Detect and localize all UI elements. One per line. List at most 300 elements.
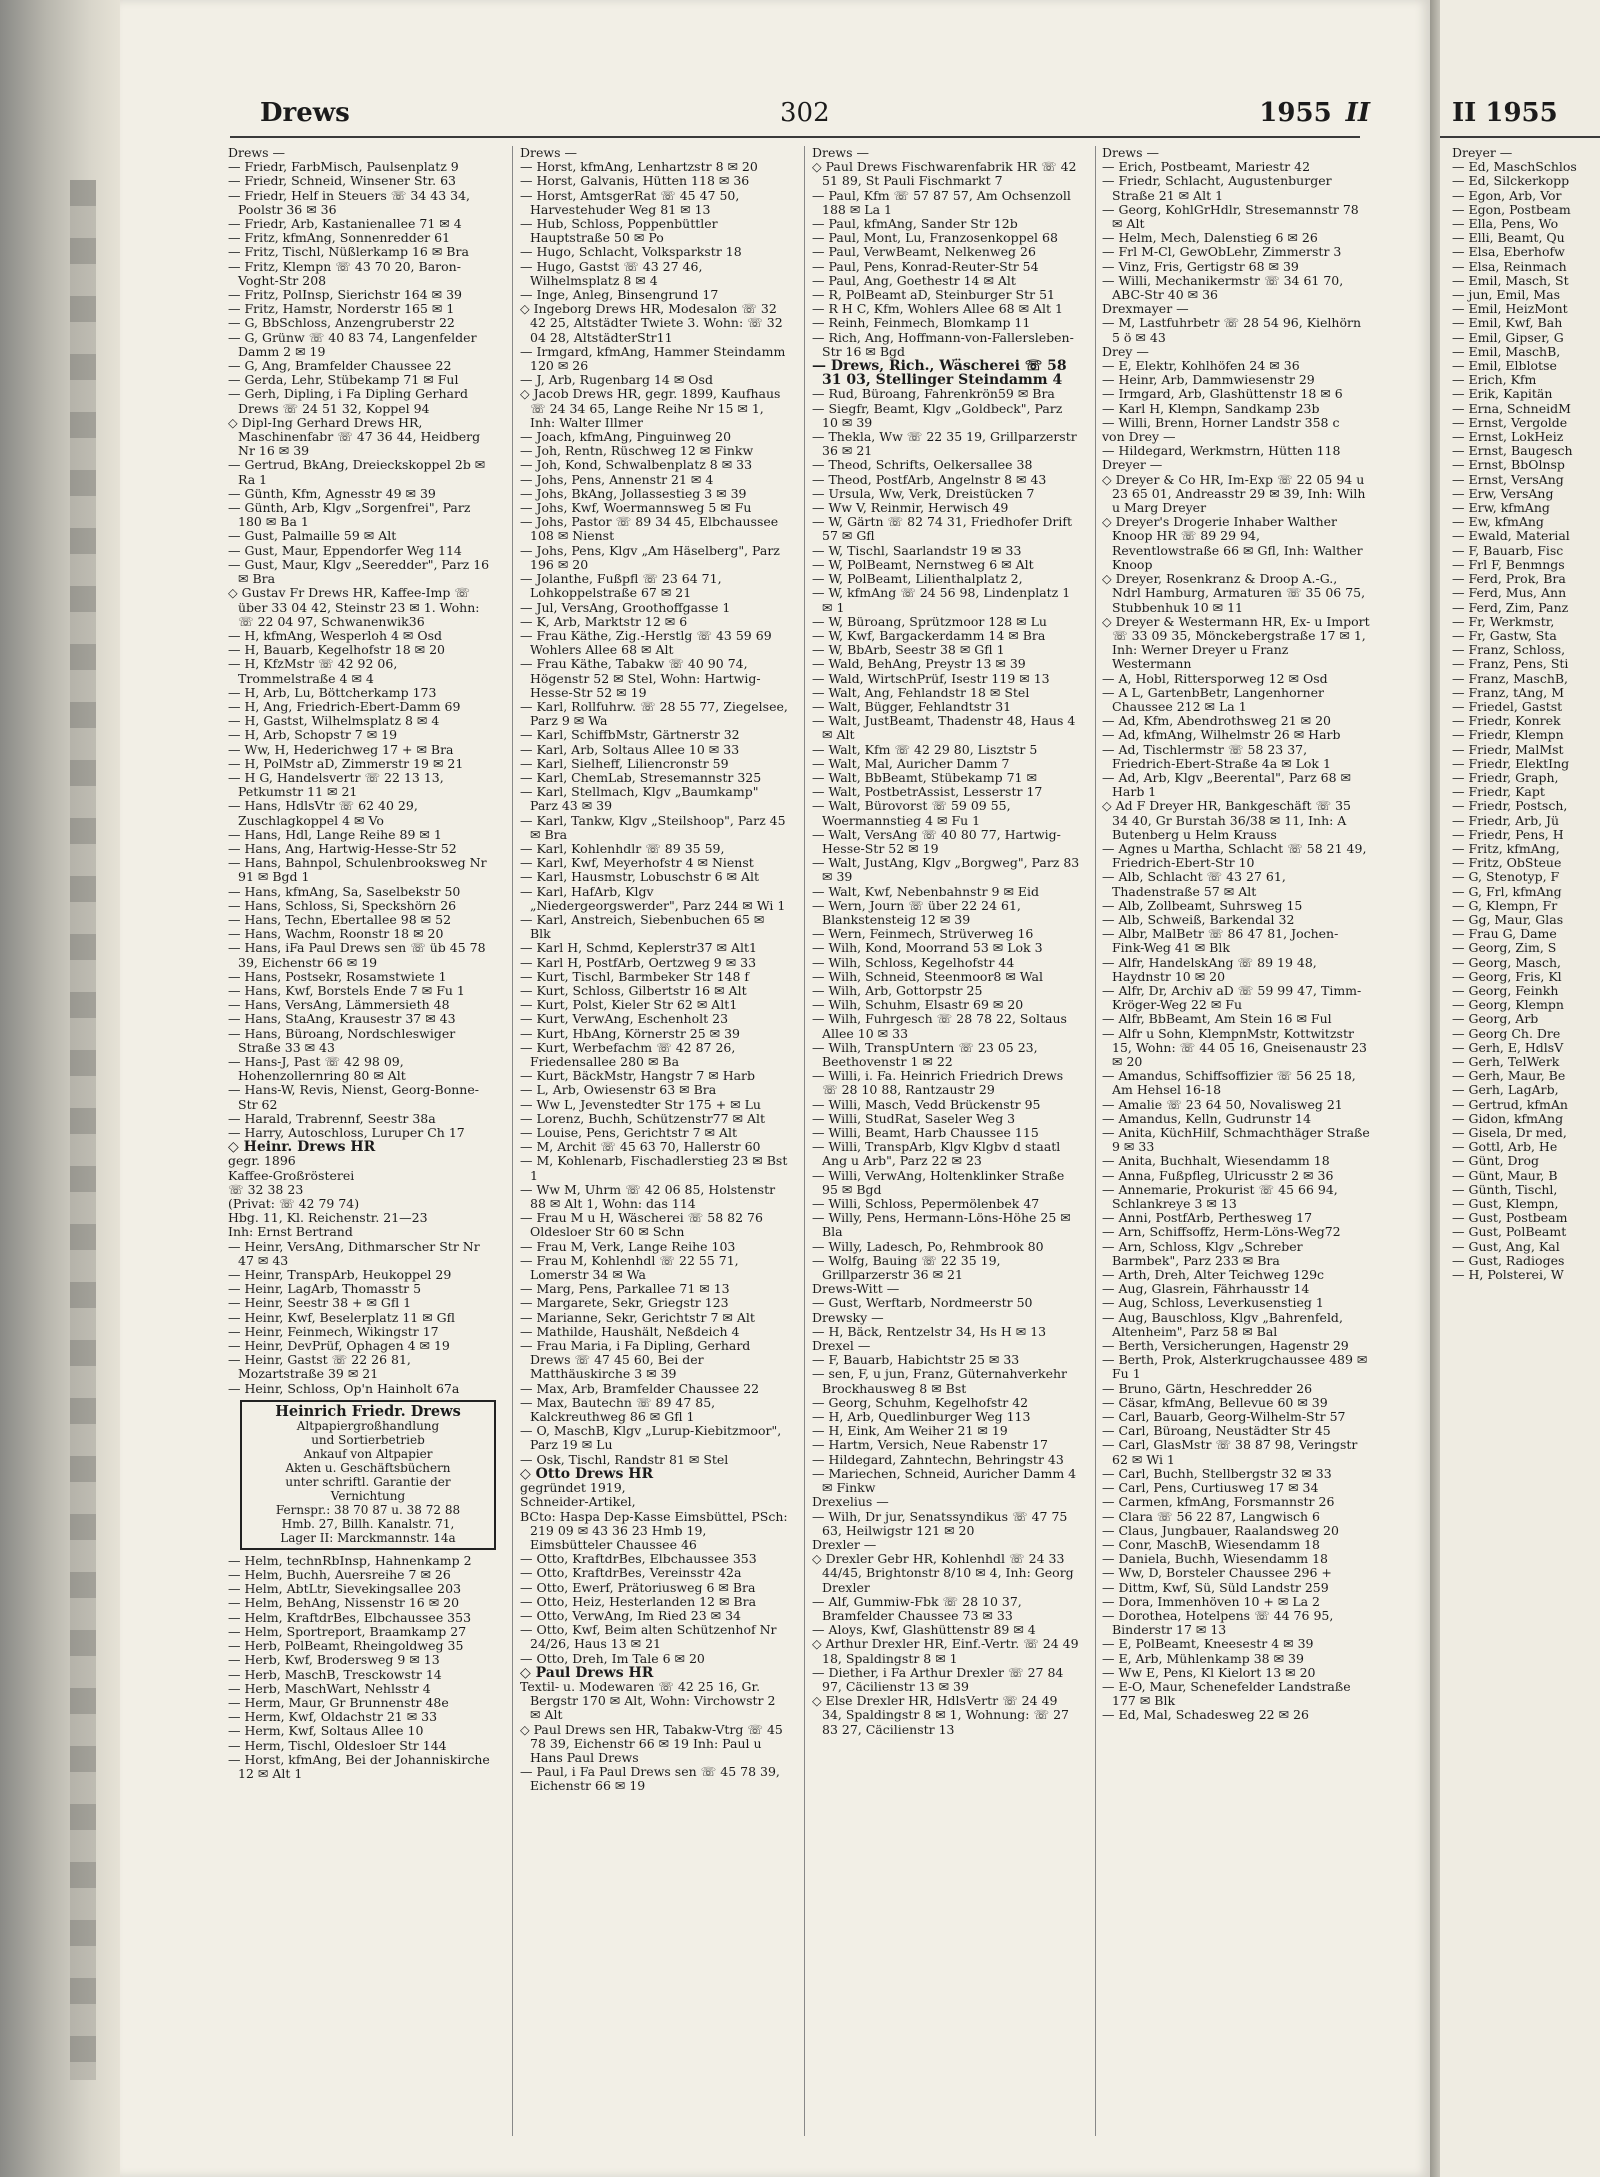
directory-entry: — Wolfg, Bauing ☏ 22 35 19, Grillparzerstr 36 ✉ 21 — [812, 1252, 1001, 1283]
ad-title: Heinrich Friedr. Drews — [275, 1402, 461, 1420]
next-page-entry: — Egon, Arb, Vor — [1452, 187, 1562, 203]
next-page-entry: — Gerh, E, HdlsV — [1452, 1039, 1564, 1055]
directory-entry: — Hans, Postsekr, Rosamstwiete 1 — [228, 968, 447, 984]
directory-entry: — Fritz, Hamstr, Norderstr 165 ✉ 1 — [228, 301, 455, 317]
directory-entry: — Hans, VersAng, Lämmersieth 48 — [228, 997, 450, 1013]
directory-entry: — Hans, Hdl, Lange Reihe 89 ✉ 1 — [228, 826, 442, 842]
next-page-entry: — Gust, Radioges — [1452, 1252, 1565, 1268]
directory-entry: — R H C, Kfm, Wohlers Allee 68 ✉ Alt 1 — [812, 301, 1063, 317]
directory-entry: — Carmen, kfmAng, Forsmannstr 26 — [1102, 1494, 1335, 1510]
next-page-entry: — Friedr, Kapt — [1452, 784, 1545, 800]
directory-entry: — E-O, Maur, Schenefelder Landstraße 177 ✉ Blk — [1102, 1678, 1351, 1709]
directory-entry: — Wilh, TranspUntern ☏ 23 05 23, Beethovenstr 1 ✉ 22 — [812, 1039, 1038, 1069]
next-page-entry: — Fritz, ObSteue — [1452, 855, 1562, 871]
directory-entry: — Karl, Sielheff, Liliencronstr 59 — [520, 755, 729, 771]
directory-entry: — Walt, PostbetrAssist, Lesserstr 17 — [812, 784, 1043, 800]
directory-entry: — Thekla, Ww ☏ 22 35 19, Grillparzerstr 36 ✉ 21 — [812, 429, 1077, 459]
directory-entry: — Karl, Rollfuhrw. ☏ 28 55 77, Ziegelsee, Parz 9 ✉ Wa — [520, 698, 788, 729]
directory-entry: — Willi, VerwAng, Holtenklinker Straße 95 ✉ Bgd — [812, 1167, 1065, 1197]
next-page-entry: — Ernst, VersAng — [1452, 471, 1564, 487]
next-page-entry: — Friedr, Arb, Jü — [1452, 812, 1560, 828]
next-page-entry: — Fritz, kfmAng, — [1452, 840, 1560, 856]
directory-entry: — Paul, VerwBeamt, Nelkenweg 26 — [812, 244, 1036, 260]
next-page-entry: — Gust, Postbeam — [1452, 1210, 1568, 1226]
directory-entry: — Wern, Feinmech, Strüverweg 16 — [812, 926, 1034, 942]
next-page-entry: — Egon, Postbeam — [1452, 201, 1571, 217]
directory-entry: — Günth, Kfm, Agnesstr 49 ✉ 39 — [228, 485, 436, 501]
directory-entry: — Willy, Ladesch, Po, Rehmbrook 80 — [812, 1238, 1044, 1254]
directory-entry: — H, Arb, Quedlinburger Weg 113 — [812, 1409, 1031, 1425]
directory-entry: — Horst, kfmAng, Lenhartzstr 8 ✉ 20 — [520, 159, 758, 175]
directory-entry: — Karl H, Klempn, Sandkamp 23b — [1102, 400, 1320, 416]
directory-entry: — Willi, Masch, Vedd Brückenstr 95 — [812, 1096, 1041, 1112]
directory-entry: ◇ Dreyer's Drogerie Inhaber Walther Knoop HR ☏ 89 29 94, Reventlowstraße 66 ✉ Gfl, Inh: Walther Knoop — [1102, 514, 1363, 572]
directory-entry: — Frau M, Kohlenhdl ☏ 22 55 71, Lomerstr 34 ✉ Wa — [520, 1252, 739, 1283]
directory-entry: — Wilh, Fuhrgesch ☏ 28 78 22, Soltaus Allee 10 ✉ 33 — [812, 1011, 1067, 1041]
directory-entry: — Kurt, Tischl, Barmbeker Str 148 f — [520, 968, 750, 984]
directory-entry: ◇ Paul Drews Fischwarenfabrik HR ☏ 42 51 89, St Pauli Fischmarkt 7 — [812, 159, 1077, 189]
directory-entry: — Hans, iFa Paul Drews sen ☏ üb 45 78 39, Eichenstr 66 ✉ 19 — [228, 940, 486, 970]
directory-entry: — Fritz, Tischl, Nüßlerkamp 16 ✉ Bra — [228, 244, 469, 260]
next-page-rule — [1440, 136, 1600, 138]
directory-entry: — Heinr, Kwf, Beselerplatz 11 ✉ Gfl — [228, 1309, 455, 1325]
directory-entry: — Friedr, Schlacht, Augustenburger Straße 21 ✉ Alt 1 — [1102, 173, 1332, 203]
directory-entry: — Otto, Kwf, Beim alten Schützenhof Nr 24/26, Haus 13 ✉ 21 — [520, 1622, 777, 1652]
directory-entry: — Max, Bautechn ☏ 89 47 85, Kalckreuthweg 86 ✉ Gfl 1 — [520, 1394, 716, 1425]
directory-entry: — Helm, technRbInsp, Hahnenkamp 2 — [228, 1552, 472, 1568]
directory-entry: — Marg, Pens, Parkallee 71 ✉ 13 — [520, 1281, 730, 1297]
next-page-entry: — Fr, Werkmstr, — [1452, 613, 1555, 629]
next-page-entry: — Ewald, Material — [1452, 528, 1570, 544]
directory-entry: — Aug, Schloss, Leverkusenstieg 1 — [1102, 1295, 1324, 1311]
directory-entry: — W, PolBeamt, Nernstweg 6 ✉ Alt — [812, 556, 1034, 572]
directory-entry: — Carl, Büroang, Neustädter Str 45 — [1102, 1423, 1331, 1439]
directory-entry: — Erich, Postbeamt, Mariestr 42 — [1102, 159, 1311, 175]
header-name: Drews — [260, 98, 350, 128]
directory-entry: — H, kfmAng, Wesperloh 4 ✉ Osd — [228, 627, 443, 643]
directory-entry: — Heinr, Feinmech, Wikingstr 17 — [228, 1323, 439, 1339]
directory-entry: — Helm, KraftdrBes, Elbchaussee 353 — [228, 1609, 472, 1625]
directory-entry: ◇ Dreyer & Westermann HR, Ex- u Import ☏ 33 09 35, Mönckebergstraße 17 ✉ 1, Inh: Werner Dreyer u Franz Westermann — [1102, 613, 1370, 672]
directory-entry: — Clara ☏ 56 22 87, Langwisch 6 — [1102, 1508, 1320, 1524]
next-page-entry: — Emil, Gipser, G — [1452, 329, 1564, 345]
directory-entry: — Wald, WirtschPrüf, Isestr 119 ✉ 13 — [812, 670, 1050, 686]
directory-entry: — Aug, Bauschloss, Klgv „Bahrenfeld, Altenheim", Parz 58 ✉ Bal — [1102, 1309, 1343, 1339]
directory-entry: — Daniela, Buchh, Wiesendamm 18 — [1102, 1551, 1329, 1567]
directory-entry: — Mathilde, Haushält, Neßdeich 4 — [520, 1323, 740, 1339]
directory-entry: — Willi, Beamt, Harb Chaussee 115 — [812, 1125, 1039, 1141]
directory-entry: — Otto, KraftdrBes, Elbchaussee 353 — [520, 1551, 757, 1567]
page-header — [260, 98, 1370, 134]
directory-entry: ☏ 32 38 23 — [228, 1181, 304, 1197]
directory-entry: — Frl M-Cl, GewObLehr, Zimmerstr 3 — [1102, 244, 1342, 260]
directory-entry: — Willi, Schloss, Pepermölenbek 47 — [812, 1196, 1040, 1212]
directory-entry: — Vinz, Fris, Gertigstr 68 ✉ 39 — [1102, 258, 1299, 274]
next-page-entry: — Fr, Gastw, Sta — [1452, 627, 1557, 643]
directory-entry: Kaffee-Großrösterei — [228, 1167, 355, 1183]
directory-entry: — Karl, HafArb, Klgv „Niedergeorgswerder", Parz 244 ✉ Wi 1 — [520, 883, 786, 913]
directory-entry: — Hans, kfmAng, Sa, Saselbekstr 50 — [228, 883, 461, 899]
next-page-entry: — Ernst, Vergolde — [1452, 414, 1568, 430]
directory-entry: — Kurt, HbAng, Körnerstr 25 ✉ 39 — [520, 1025, 741, 1041]
next-page-entry: — Gidon, kfmAng — [1452, 1110, 1564, 1126]
next-page-entry: — Emil, HeizMont — [1452, 301, 1568, 317]
directory-entry: ◇ Dipl-Ing Gerhard Drews HR, Maschinenfabr ☏ 47 36 44, Heidberg Nr 16 ✉ 39 — [228, 414, 481, 459]
directory-entry: — Paul, kfmAng, Sander Str 12b — [812, 216, 1018, 232]
directory-entry: — Amalie ☏ 23 64 50, Novalisweg 21 — [1102, 1096, 1343, 1112]
directory-entry: — Paul, Pens, Konrad-Reuter-Str 54 — [812, 258, 1039, 274]
directory-entry: — Walt, Mal, Auricher Damm 7 — [812, 755, 1010, 771]
directory-entry: — Heinr, LagArb, Thomasstr 5 — [228, 1281, 422, 1297]
next-page-entry: — Gertrud, kfmAn — [1452, 1096, 1568, 1112]
next-page-entry: — Friedr, Graph, — [1452, 769, 1559, 785]
ad-line: unter schriftl. Garantie der — [285, 1474, 451, 1489]
directory-entry: Drews-Witt — — [812, 1281, 900, 1297]
directory-entry: — Hans-W, Revis, Nienst, Georg-Bonne-Str 62 — [228, 1082, 479, 1112]
next-page-column — [1452, 146, 1600, 2136]
next-page-entry: — Georg, Masch, — [1452, 954, 1561, 970]
column-3 — [812, 146, 1080, 2136]
directory-entry: — Jolanthe, Fußpfl ☏ 23 64 71, Lohkoppelstraße 67 ✉ 21 — [520, 571, 722, 601]
next-page-entry: — Emil, Masch, St — [1452, 272, 1569, 288]
directory-entry: — Karl, Anstreich, Siebenbuchen 65 ✉ Blk — [520, 911, 765, 942]
directory-entry: Drews — — [520, 146, 577, 160]
directory-entry: — Ad, Arb, Klgv „Beerental", Parz 68 ✉ Harb 1 — [1102, 769, 1352, 800]
directory-entry: — A, Hobl, Rittersporweg 12 ✉ Osd — [1102, 670, 1328, 686]
directory-entry: — Dorothea, Hotelpens ☏ 44 76 95, Binderstr 17 ✉ 13 — [1102, 1607, 1334, 1638]
directory-entry: — Walt, JustAng, Klgv „Borgweg", Parz 83 ✉ 39 — [812, 855, 1080, 885]
directory-entry: — Willi, TranspArb, Klgv Klgbv d staatl Ang u Arb", Parz 22 ✉ 23 — [812, 1139, 1061, 1169]
directory-entry: — W, PolBeamt, Lilienthalplatz 2, — [812, 571, 1023, 587]
directory-entry: — Alfr, HandelskAng ☏ 89 19 48, Haydnstr 10 ✉ 20 — [1102, 954, 1317, 984]
next-page-header: II 1955 — [1452, 98, 1558, 128]
directory-entry: — Joh, Rentn, Rüschweg 12 ✉ Finkw — [520, 443, 754, 459]
ad-line: Vernichtung — [330, 1488, 406, 1503]
directory-entry: ◇ Drexler Gebr HR, Kohlenhdl ☏ 24 33 44/45, Brightonstr 8/10 ✉ 4, Inh: Georg Drexler — [812, 1551, 1074, 1595]
directory-entry: — Carl, GlasMstr ☏ 38 87 98, Veringstr 62 ✉ Wi 1 — [1102, 1437, 1358, 1467]
next-page-entry: — Günt, Maur, B — [1452, 1167, 1558, 1183]
directory-entry: — Bruno, Gärtn, Heschredder 26 — [1102, 1380, 1313, 1396]
directory-entry: — Berth, Prok, Alsterkrugchaussee 489 ✉ Fu 1 — [1102, 1352, 1368, 1382]
directory-entry: Drews — — [812, 146, 869, 160]
directory-entry: — Carl, Buchh, Stellbergstr 32 ✉ 33 — [1102, 1465, 1332, 1481]
directory-entry: — Ww M, Uhrm ☏ 42 06 85, Holstenstr 88 ✉ Alt 1, Wohn: das 114 — [520, 1181, 776, 1212]
directory-entry: — Margarete, Sekr, Griegstr 123 — [520, 1295, 729, 1311]
directory-entry: — Lorenz, Buchh, Schützenstr77 ✉ Alt — [520, 1110, 766, 1126]
directory-entry: Drews — — [1102, 146, 1159, 160]
next-page-entry: — Friedr, Klempn — [1452, 727, 1564, 743]
directory-entry: — Wald, BehAng, Preystr 13 ✉ 39 — [812, 656, 1026, 672]
next-page-entry: — Ed, MaschSchlos — [1452, 159, 1577, 175]
directory-entry: Drews — — [228, 146, 285, 160]
directory-entry: — Osk, Tischl, Randstr 81 ✉ Stel — [520, 1451, 729, 1467]
directory-entry: — M, Lastfuhrbetr ☏ 28 54 96, Kielhörn 5 ö ✉ 43 — [1102, 315, 1362, 345]
next-page-entry: — F, Bauarb, Fisc — [1452, 542, 1564, 558]
directory-entry: — Frau M u H, Wäscherei ☏ 58 82 76 Oldesloer Str 60 ✉ Schn — [520, 1210, 763, 1240]
next-page-entry: — Elsa, Eberhofw — [1452, 244, 1565, 260]
next-page-entry: — Friedel, Gastst — [1452, 698, 1563, 714]
directory-entry: — Herb, PolBeamt, Rheingoldweg 35 — [228, 1638, 464, 1654]
directory-entry: — Frau Maria, i Fa Dipling, Gerhard Drews ☏ 47 45 60, Bei der Matthäuskirche 3 ✉ 39 — [520, 1338, 751, 1382]
directory-entry: — Mariechen, Schneid, Auricher Damm 4 ✉ Finkw — [812, 1465, 1077, 1496]
next-page-entry: — Erich, Kfm — [1452, 372, 1537, 388]
next-page-entry: — Georg, Arb — [1452, 1011, 1539, 1027]
directory-entry: — Anita, Buchhalt, Wiesendamm 18 — [1102, 1153, 1330, 1169]
directory-entry: — Siegfr, Beamt, Klgv „Goldbeck", Parz 10 ✉ 39 — [812, 400, 1063, 430]
header-rule — [230, 136, 1360, 138]
directory-entry: — F, Bauarb, Habichtstr 25 ✉ 33 — [812, 1352, 1020, 1368]
directory-entry: — Karl, ChemLab, Stresemannstr 325 — [520, 769, 762, 785]
advertisement-box — [240, 1400, 496, 1550]
directory-entry: — Paul, Mont, Lu, Franzosenkoppel 68 — [812, 230, 1058, 246]
directory-entry: — Theod, PostfArb, Angelnstr 8 ✉ 43 — [812, 471, 1047, 487]
next-page-entry: — Ew, kfmAng — [1452, 514, 1544, 530]
next-page-entry: — Elli, Beamt, Qu — [1452, 230, 1565, 246]
next-page-entry: — Ella, Pens, Wo — [1452, 216, 1559, 232]
directory-entry: — Walt, Bügger, Fehlandtstr 31 — [812, 698, 1012, 714]
directory-entry: — Helm, BehAng, Nissenstr 16 ✉ 20 — [228, 1595, 460, 1611]
directory-entry: — Rich, Ang, Hoffmann-von-Fallersleben-Str 16 ✉ Bgd — [812, 329, 1074, 359]
directory-entry: — Paul, Ang, Goethestr 14 ✉ Alt — [812, 272, 1016, 288]
next-page-entry: — Gust, Klempn, — [1452, 1196, 1559, 1212]
directory-entry: — Ed, Mal, Schadesweg 22 ✉ 26 — [1102, 1707, 1309, 1723]
directory-entry: — Arn, Schloss, Klgv „Schreber Barmbek", Parz 233 ✉ Bra — [1102, 1238, 1303, 1268]
directory-entry: gegründet 1919, — [520, 1480, 626, 1496]
column-1 — [228, 146, 496, 2136]
column-divider — [804, 146, 805, 2136]
directory-entry: — Hugo, Gastst ☏ 43 27 46, Wilhelmsplatz 8 ✉ 4 — [520, 258, 703, 288]
scan-edge — [0, 0, 120, 2177]
directory-entry: — Karl, SchiffbMstr, Gärtnerstr 32 — [520, 727, 740, 743]
directory-entry: — Arn, Schiffsoffz, Herm-Löns-Weg72 — [1102, 1224, 1341, 1240]
directory-entry: — Claus, Jungbauer, Raalandsweg 20 — [1102, 1522, 1339, 1538]
directory-entry: ◇ Heinr. Drews HR — [228, 1139, 376, 1156]
directory-entry: — Walt, Bürovorst ☏ 59 09 55, Woermannstieg 4 ✉ Fu 1 — [812, 798, 1011, 828]
directory-entry: — Alf, Gummiw-Fbk ☏ 28 10 37, Bramfelder Chaussee 73 ✉ 33 — [812, 1593, 1022, 1623]
next-page-entry: — Erik, Kapitän — [1452, 386, 1553, 402]
directory-entry: — H, PolMstr aD, Zimmerstr 19 ✉ 21 — [228, 755, 464, 771]
directory-entry: — Willy, Pens, Hermann-Löns-Höhe 25 ✉ Bla — [812, 1210, 1071, 1240]
directory-entry: — Gust, Maur, Klgv „Seeredder", Parz 16 ✉ Bra — [228, 556, 490, 587]
directory-entry: — Ad, Kfm, Abendrothsweg 21 ✉ 20 — [1102, 713, 1331, 729]
next-page-entry: — Friedr, Pens, H — [1452, 826, 1564, 842]
directory-entry: — Herb, MaschWart, Nehlsstr 4 — [228, 1680, 431, 1696]
directory-entry: — Fritz, kfmAng, Sonnenredder 61 — [228, 230, 451, 246]
next-page-entry: — Gerh, TelWerk — [1452, 1054, 1560, 1069]
directory-entry: — W, Büroang, Sprützmoor 128 ✉ Lu — [812, 613, 1047, 629]
directory-entry: — Hans, Bahnpol, Schulenbrooksweg Nr 91 ✉ Bgd 1 — [228, 855, 487, 885]
directory-entry: — Johs, Pastor ☏ 89 34 45, Elbchaussee 108 ✉ Nienst — [520, 514, 779, 544]
directory-entry: — Kurt, BäckMstr, Hangstr 7 ✉ Harb — [520, 1068, 756, 1084]
directory-entry: — Theod, Schrifts, Oelkersallee 38 — [812, 457, 1033, 473]
directory-entry: ◇ Dreyer & Co HR, Im-Exp ☏ 22 05 94 u 23 65 01, Andreasstr 29 ✉ 39, Inh: Wilh u Marg Dreyer — [1102, 471, 1366, 516]
directory-entry: — Herm, Kwf, Soltaus Allee 10 — [228, 1723, 424, 1739]
next-page-entry: — Franz, tAng, M — [1452, 684, 1565, 700]
next-page-entry: — Frl F, Benmngs — [1452, 556, 1565, 572]
directory-entry: — Fritz, PolInsp, Sierichstr 164 ✉ 39 — [228, 287, 463, 303]
directory-entry: — sen, F, u jun, Franz, Güternahverkehr Brockhausweg 8 ✉ Bst — [812, 1366, 1068, 1396]
next-page-entry: — Gust, Ang, Kal — [1452, 1238, 1560, 1254]
directory-entry: — Carl, Pens, Curtiusweg 17 ✉ 34 — [1102, 1480, 1319, 1496]
directory-entry: — Herm, Maur, Gr Brunnenstr 48e — [228, 1694, 449, 1710]
directory-entry: — Friedr, FarbMisch, Paulsenplatz 9 — [228, 159, 459, 175]
directory-entry: — Paul, Kfm ☏ 57 87 57, Am Ochsenzoll 188 ✉ La 1 — [812, 187, 1071, 217]
directory-entry: Drexler — — [812, 1536, 877, 1552]
directory-entry: — Arth, Dreh, Alter Teichweg 129c — [1102, 1267, 1325, 1283]
directory-entry: ◇ Ingeborg Drews HR, Modesalon ☏ 32 42 25, Altstädter Twiete 3. Wohn: ☏ 32 04 28, AltstädterStr11 — [520, 301, 783, 345]
directory-entry: — Ad, kfmAng, Wilhelmstr 26 ✉ Harb — [1102, 727, 1341, 743]
directory-entry: Hbg. 11, Kl. Reichenstr. 21—23 — [228, 1210, 428, 1226]
directory-entry: — Willi, i. Fa. Heinrich Friedrich Drews ☏ 28 10 88, Rantzaustr 29 — [812, 1068, 1064, 1098]
header-year — [1259, 98, 1370, 128]
directory-entry: — Willi, Mechanikermstr ☏ 34 61 70, ABC-Str 40 ✉ 36 — [1102, 272, 1344, 303]
directory-entry: — Harald, Trabrennf, Seestr 38a — [228, 1110, 436, 1126]
next-page-edge — [1440, 0, 1600, 2177]
directory-entry: — Amandus, Schiffsoffizier ☏ 56 25 18, Am Hehsel 16-18 — [1102, 1068, 1356, 1098]
directory-entry: — Kurt, Schloss, Gilbertstr 16 ✉ Alt — [520, 982, 747, 998]
column-divider — [1095, 146, 1096, 2136]
directory-entry: — H, Eink, Am Weiher 21 ✉ 19 — [812, 1423, 1008, 1439]
directory-entry: ◇ Arthur Drexler HR, Einf.-Vertr. ☏ 24 49 18, Spaldingstr 8 ✉ 1 — [812, 1636, 1079, 1666]
next-page-entry: Dreyer — — [1452, 146, 1513, 160]
next-page-entry: — Georg, Zim, S — [1452, 940, 1557, 956]
directory-entry: — Alfr, BbBeamt, Am Stein 16 ✉ Ful — [1102, 1011, 1332, 1027]
directory-entry: — Friedr, Arb, Kastanienallee 71 ✉ 4 — [228, 216, 462, 232]
directory-entry: — M, Archit ☏ 45 63 70, Hallerstr 60 — [520, 1139, 761, 1155]
directory-entry: — Annemarie, Prokurist ☏ 45 66 94, Schlankreye 3 ✉ 13 — [1102, 1181, 1338, 1212]
directory-entry: — Hans, Techn, Ebertallee 98 ✉ 52 — [228, 911, 452, 927]
directory-entry: — Walt, VersAng ☏ 40 80 77, Hartwig-Hesse-Str 52 ✉ 19 — [812, 826, 1061, 856]
next-page-entry: — Ernst, LokHeiz — [1452, 429, 1564, 445]
ad-line: Ankauf von Altpapier — [303, 1446, 433, 1461]
next-page-entry: — Frau G, Dame — [1452, 926, 1557, 942]
directory-entry: — Diether, i Fa Arthur Drexler ☏ 27 84 97, Cäcilienstr 13 ✉ 39 — [812, 1664, 1064, 1694]
directory-entry: — Alfr, Dr, Archiv aD ☏ 59 99 47, Timm-Kröger-Weg 22 ✉ Fu — [1102, 982, 1362, 1013]
directory-entry: — Willi, StudRat, Saseler Weg 3 — [812, 1110, 1016, 1126]
directory-entry: — Wilh, Schuhm, Elsastr 69 ✉ 20 — [812, 997, 1024, 1013]
directory-entry: — Gertrud, BkAng, Dreieckskoppel 2b ✉ Ra 1 — [228, 457, 486, 487]
directory-entry: Inh: Ernst Bertrand — [228, 1224, 353, 1240]
directory-entry: — Hugo, Schlacht, Volksparkstr 18 — [520, 244, 742, 260]
directory-entry: — Wilh, Arb, Gottorpstr 25 — [812, 982, 983, 998]
directory-entry: — Karl, Kwf, Meyerhofstr 4 ✉ Nienst — [520, 855, 754, 871]
next-page-entry: — G, Frl, kfmAng — [1452, 883, 1562, 899]
page-number: 302 — [780, 98, 830, 128]
directory-entry: — Agnes u Martha, Schlacht ☏ 58 21 49, Friedrich-Ebert-Str 10 — [1102, 840, 1367, 871]
next-page-entry: — Elsa, Reinmach — [1452, 258, 1567, 274]
directory-entry: — Otto, Dreh, Im Tale 6 ✉ 20 — [520, 1650, 705, 1666]
directory-entry: — Heinr, DevPrüf, Ophagen 4 ✉ 19 — [228, 1338, 450, 1354]
directory-entry: — Dora, Immenhöven 10 + ✉ La 2 — [1102, 1593, 1320, 1609]
directory-entry: — Hans, Büroang, Nordschleswiger Straße 33 ✉ 43 — [228, 1025, 456, 1055]
next-page-entry: — H, Polsterei, W — [1452, 1267, 1564, 1283]
directory-entry: — W, Kwf, Bargackerdamm 14 ✉ Bra — [812, 627, 1046, 643]
directory-entry: — Wilh, Schneid, Steenmoor8 ✉ Wal — [812, 968, 1043, 984]
directory-entry: — G, BbSchloss, Anzengruberstr 22 — [228, 315, 455, 331]
directory-entry: Drexelius — — [812, 1494, 889, 1510]
ad-line: Fernspr.: 38 70 87 u. 38 72 88 — [275, 1502, 461, 1517]
directory-entry: Drexmayer — — [1102, 301, 1189, 317]
directory-entry: — Cäsar, kfmAng, Bellevue 60 ✉ 39 — [1102, 1394, 1328, 1410]
next-page-entry: — Gerh, Maur, Be — [1452, 1068, 1566, 1084]
directory-entry: — Hans-J, Past ☏ 42 98 09, Hohenzollernring 80 ✉ Alt — [228, 1054, 406, 1084]
volume: II — [1345, 98, 1370, 128]
next-page-entry: — Erna, SchneidM — [1452, 400, 1571, 416]
directory-entry: — Ad, Tischlermstr ☏ 58 23 37, Friedrich-Ebert-Straße 4a ✉ Lok 1 — [1102, 741, 1331, 771]
directory-entry: — Gerda, Lehr, Stübekamp 71 ✉ Ful — [228, 372, 459, 388]
directory-entry: — Karl H, PostfArb, Oertzweg 9 ✉ 33 — [520, 954, 757, 970]
directory-entry: — Kurt, Polst, Kieler Str 62 ✉ Alt1 — [520, 997, 738, 1013]
next-page-entry: — Georg Ch. Dre — [1452, 1025, 1561, 1041]
directory-entry: — Helm, AbtLtr, Sievekingsallee 203 — [228, 1581, 462, 1597]
directory-entry: — Kurt, VerwAng, Eschenholt 23 — [520, 1011, 729, 1027]
directory-entry: Drey — — [1102, 343, 1149, 359]
directory-entry: — Berth, Versicherungen, Hagenstr 29 — [1102, 1338, 1349, 1354]
directory-entry: — Herb, Kwf, Brodersweg 9 ✉ 13 — [228, 1652, 440, 1668]
next-page-entry: — Friedr, MalMst — [1452, 741, 1564, 757]
directory-entry: — M, Kohlenarb, Fischadlerstieg 23 ✉ Bst 1 — [520, 1153, 788, 1183]
directory-entry: — J, Arb, Rugenbarg 14 ✉ Osd — [520, 372, 713, 388]
directory-entry: — Herm, Kwf, Oldachstr 21 ✉ 33 — [228, 1709, 438, 1725]
next-page-entry: — Günth, Tischl, — [1452, 1181, 1558, 1197]
directory-entry: — Willi, Brenn, Horner Landstr 358 c — [1102, 414, 1340, 430]
directory-entry: — Joh, Kond, Schwalbenplatz 8 ✉ 33 — [520, 457, 753, 473]
directory-entry: — Friedr, Helf in Steuers ☏ 34 43 34, Poolstr 36 ✉ 36 — [228, 187, 471, 217]
directory-entry: — Amandus, Kelln, Gudrunstr 14 — [1102, 1110, 1312, 1126]
directory-entry: — Ww E, Pens, Kl Kielort 13 ✉ 20 — [1102, 1664, 1316, 1680]
directory-entry: — Inge, Anleg, Binsengrund 17 — [520, 287, 719, 303]
directory-entry: — Karl H, Schmd, Keplerstr37 ✉ Alt1 — [520, 940, 757, 956]
directory-entry: — H, Arb, Lu, Böttcherkamp 173 — [228, 684, 437, 700]
directory-entry: — G, Ang, Bramfelder Chaussee 22 — [228, 358, 452, 374]
directory-entry: — Irmgard, Arb, Glashüttenstr 18 ✉ 6 — [1102, 386, 1343, 402]
directory-entry: — Hans, StaAng, Krausestr 37 ✉ 43 — [228, 1011, 456, 1027]
next-page-entry: — Gerh, LagArb, — [1452, 1082, 1559, 1098]
next-page-entry: — Ed, Silckerkopp — [1452, 173, 1570, 189]
directory-entry: ◇ Paul Drews HR — [520, 1664, 654, 1681]
directory-entry: — Frau Käthe, Tabakw ☏ 40 90 74, Högenstr 52 ✉ Stel, Wohn: Hartwig-Hesse-Str 52 ✉ 19 — [520, 656, 761, 700]
directory-entry: — Alb, Schlacht ☏ 43 27 61, Thadenstraße 57 ✉ Alt — [1102, 869, 1286, 899]
directory-entry: — Wern, Journ ☏ über 22 24 61, Blankstensteig 12 ✉ 39 — [812, 897, 1021, 927]
directory-entry: — E, Arb, Mühlenkamp 38 ✉ 39 — [1102, 1650, 1304, 1666]
directory-entry: — Johs, Pens, Annenstr 21 ✉ 4 — [520, 471, 714, 487]
directory-entry: von Drey — — [1102, 429, 1176, 445]
directory-entry: — Karl, Stellmach, Klgv „Baumkamp" Parz 43 ✉ 39 — [520, 784, 759, 814]
directory-entry: — H, Ang, Friedrich-Ebert-Damm 69 — [228, 698, 461, 714]
directory-entry: — Helm, Mech, Dalenstieg 6 ✉ 26 — [1102, 230, 1318, 246]
directory-entry: — Heinr, TranspArb, Heukoppel 29 — [228, 1267, 452, 1283]
directory-entry: — G, Grünw ☏ 40 83 74, Langenfelder Damm 2 ✉ 19 — [228, 329, 477, 359]
directory-entry: — Ursula, Ww, Verk, Dreistücken 7 — [812, 485, 1035, 501]
ad-line: Lager II: Marckmannstr. 14a — [280, 1530, 456, 1545]
directory-entry: — Georg, Schuhm, Kegelhofstr 42 — [812, 1394, 1029, 1410]
directory-entry: — Walt, JustBeamt, Thadenstr 48, Haus 4 ✉ Alt — [812, 713, 1076, 743]
directory-entry: — Anita, KüchHilf, Schmachthäger Straße 9 ✉ 33 — [1102, 1125, 1370, 1155]
directory-entry: (Privat: ☏ 42 79 74) — [228, 1196, 360, 1212]
directory-entry: — Herm, Tischl, Oldesloer Str 144 — [228, 1737, 447, 1753]
directory-entry: — Otto, Ewerf, Prätoriusweg 6 ✉ Bra — [520, 1579, 756, 1595]
directory-entry: — Max, Arb, Bramfelder Chaussee 22 — [520, 1380, 760, 1396]
directory-entry: — Louise, Pens, Gerichtstr 7 ✉ Alt — [520, 1125, 738, 1141]
directory-entry: — H, KfzMstr ☏ 42 92 06, Trommelstraße 4 ✉ 4 — [228, 656, 398, 686]
directory-entry: — Albr, MalBetr ☏ 86 47 81, Jochen-Fink-Weg 41 ✉ Blk — [1102, 926, 1339, 956]
directory-entry: — E, Elektr, Kohlhöfen 24 ✉ 36 — [1102, 358, 1300, 374]
next-page-entry: — Ernst, Baugesch — [1452, 443, 1573, 459]
next-page-entry: — Georg, Feinkh — [1452, 982, 1559, 998]
directory-entry: — Kurt, Werbefachm ☏ 42 87 26, Friedensallee 280 ✉ Ba — [520, 1039, 736, 1069]
next-page-entry: — Franz, Pens, Sti — [1452, 656, 1569, 672]
directory-entry: — E, PolBeamt, Kneesestr 4 ✉ 39 — [1102, 1636, 1314, 1652]
